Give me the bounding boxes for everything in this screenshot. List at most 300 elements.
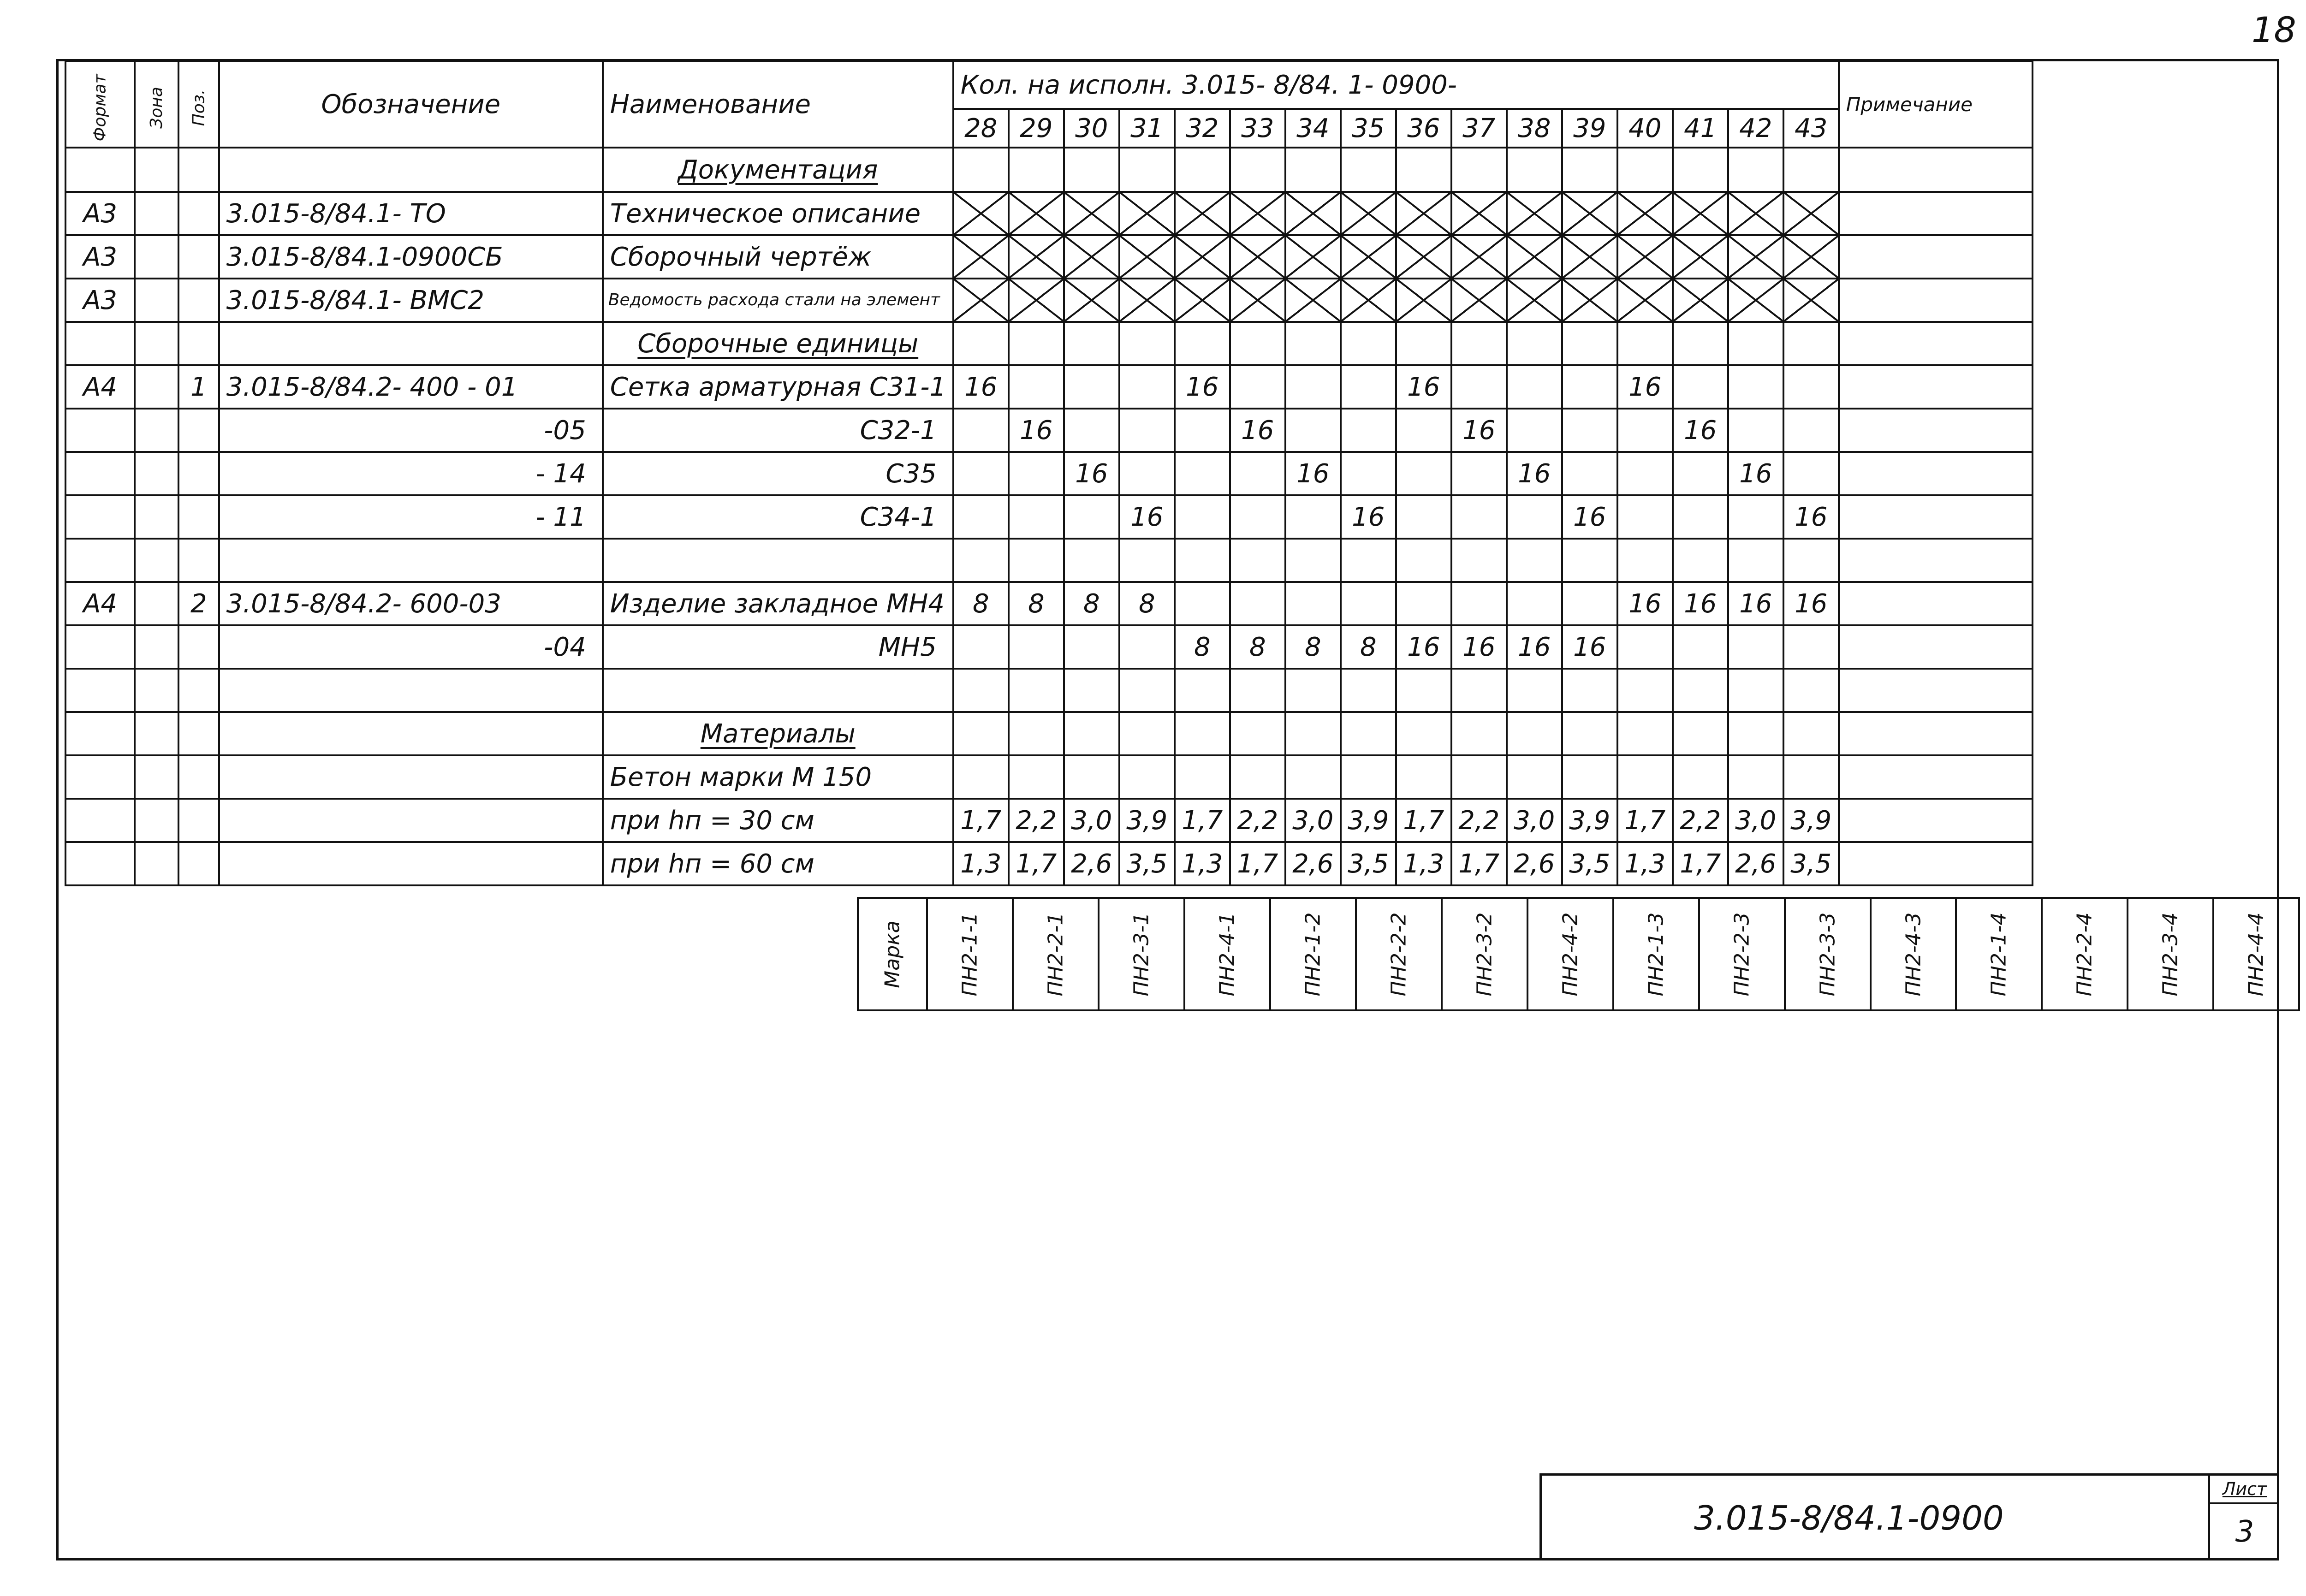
pos-cell bbox=[178, 192, 219, 235]
qty-cell bbox=[1341, 582, 1396, 625]
qty-cell bbox=[1119, 539, 1175, 582]
name-cell bbox=[603, 625, 953, 669]
mark-cell bbox=[2213, 898, 2299, 1010]
qty-cell bbox=[1009, 539, 1064, 582]
table-row bbox=[65, 192, 2033, 235]
format-cell bbox=[65, 322, 135, 365]
variant-header: 35 bbox=[1341, 109, 1396, 148]
name-text: при hп = 60 см bbox=[610, 848, 814, 879]
qty-cell bbox=[1009, 365, 1064, 409]
qty-cell: 3,0 bbox=[1285, 799, 1341, 842]
crossed-cell bbox=[1617, 235, 1673, 279]
name-text: Техническое описание bbox=[610, 198, 921, 229]
crossed-cell bbox=[1009, 235, 1064, 279]
qty-cell: 16 bbox=[1451, 409, 1507, 452]
pos-cell bbox=[178, 409, 219, 452]
qty-cell bbox=[1341, 539, 1396, 582]
mark-cell bbox=[1184, 898, 1270, 1010]
qty-cell bbox=[1673, 755, 1728, 799]
crossed-cell bbox=[1396, 279, 1451, 322]
qty-cell bbox=[1728, 148, 1783, 192]
name-cell bbox=[603, 409, 953, 452]
qty-cell bbox=[1064, 495, 1119, 539]
name-text: Материалы bbox=[700, 718, 856, 749]
format-cell: А3 bbox=[65, 235, 135, 279]
crossed-cell bbox=[1617, 192, 1673, 235]
qty-cell bbox=[1285, 755, 1341, 799]
qty-cell: 8 bbox=[1285, 625, 1341, 669]
table-row bbox=[65, 582, 2033, 625]
qty-cell bbox=[1230, 322, 1285, 365]
sheet-number: 3 bbox=[2235, 1515, 2254, 1549]
pos-cell bbox=[178, 842, 219, 885]
name-text: Сетка арматурная С31-1 bbox=[610, 372, 946, 402]
header-note: Примечание bbox=[1839, 61, 2033, 148]
qty-cell bbox=[1119, 712, 1175, 755]
crossed-cell bbox=[1175, 192, 1230, 235]
crossed-cell bbox=[1617, 279, 1673, 322]
qty-cell bbox=[1119, 669, 1175, 712]
note-cell bbox=[1839, 452, 2033, 495]
qty-cell bbox=[1673, 148, 1728, 192]
qty-cell bbox=[1285, 148, 1341, 192]
name-cell bbox=[603, 669, 953, 712]
table-row bbox=[65, 409, 2033, 452]
crossed-cell bbox=[1285, 235, 1341, 279]
qty-cell bbox=[953, 712, 1009, 755]
variant-header: 37 bbox=[1451, 109, 1507, 148]
mark-cell bbox=[1785, 898, 1871, 1010]
mark-label: ПН2-2-4 bbox=[2073, 912, 2097, 996]
qty-cell bbox=[1064, 409, 1119, 452]
zone-cell bbox=[135, 192, 178, 235]
crossed-cell bbox=[1507, 235, 1562, 279]
designation-cell: - 11 bbox=[219, 495, 603, 539]
qty-cell bbox=[1728, 539, 1783, 582]
qty-cell bbox=[1451, 582, 1507, 625]
mark-cell bbox=[927, 898, 1013, 1010]
format-cell bbox=[65, 539, 135, 582]
note-cell bbox=[1839, 842, 2033, 885]
designation-cell: - 14 bbox=[219, 452, 603, 495]
qty-cell bbox=[1175, 669, 1230, 712]
crossed-cell bbox=[1728, 279, 1783, 322]
pos-cell bbox=[178, 625, 219, 669]
zone-cell bbox=[135, 712, 178, 755]
qty-cell: 2,6 bbox=[1285, 842, 1341, 885]
zone-cell bbox=[135, 409, 178, 452]
qty-cell bbox=[1728, 365, 1783, 409]
qty-cell: 1,7 bbox=[1617, 799, 1673, 842]
qty-cell bbox=[1783, 625, 1839, 669]
qty-cell bbox=[1175, 755, 1230, 799]
table-row bbox=[65, 842, 2033, 885]
marks-label: Марка bbox=[880, 920, 904, 988]
variant-header: 28 bbox=[953, 109, 1009, 148]
qty-cell bbox=[1396, 452, 1451, 495]
qty-cell bbox=[1396, 322, 1451, 365]
table-row bbox=[65, 365, 2033, 409]
qty-cell: 2,2 bbox=[1230, 799, 1285, 842]
name-text: Бетон марки М 150 bbox=[610, 762, 872, 792]
pos-cell bbox=[178, 669, 219, 712]
qty-cell bbox=[1783, 365, 1839, 409]
format-cell bbox=[65, 669, 135, 712]
qty-cell bbox=[1009, 452, 1064, 495]
crossed-cell bbox=[1175, 235, 1230, 279]
qty-cell bbox=[1230, 669, 1285, 712]
qty-cell bbox=[1562, 322, 1617, 365]
variant-header: 34 bbox=[1285, 109, 1341, 148]
variant-header: 43 bbox=[1783, 109, 1839, 148]
qty-cell: 16 bbox=[1285, 452, 1341, 495]
variant-header: 39 bbox=[1562, 109, 1617, 148]
qty-cell: 16 bbox=[1507, 625, 1562, 669]
mark-cell bbox=[1956, 898, 2042, 1010]
qty-cell: 16 bbox=[1230, 409, 1285, 452]
qty-cell bbox=[1728, 669, 1783, 712]
qty-cell: 2,2 bbox=[1451, 799, 1507, 842]
name-cell bbox=[603, 712, 953, 755]
qty-cell bbox=[1783, 409, 1839, 452]
pos-cell bbox=[178, 148, 219, 192]
qty-cell bbox=[1728, 495, 1783, 539]
qty-cell bbox=[1673, 625, 1728, 669]
zone-cell bbox=[135, 842, 178, 885]
qty-cell: 16 bbox=[1728, 582, 1783, 625]
designation-cell: 3.015-8/84.2- 600-03 bbox=[219, 582, 603, 625]
mark-label: ПН2-2-3 bbox=[1730, 912, 1754, 996]
name-cell bbox=[603, 582, 953, 625]
mark-cell bbox=[1099, 898, 1184, 1010]
pos-cell: 1 bbox=[178, 365, 219, 409]
pos-cell bbox=[178, 495, 219, 539]
qty-cell: 16 bbox=[1507, 452, 1562, 495]
crossed-cell bbox=[1396, 235, 1451, 279]
crossed-cell bbox=[1175, 279, 1230, 322]
qty-cell bbox=[1285, 495, 1341, 539]
qty-cell bbox=[1064, 669, 1119, 712]
mark-label: ПН2-1-1 bbox=[958, 912, 982, 996]
sheet-box bbox=[2208, 1476, 2279, 1560]
variant-header: 42 bbox=[1728, 109, 1783, 148]
qty-cell bbox=[1507, 712, 1562, 755]
table-row bbox=[65, 322, 2033, 365]
qty-cell bbox=[1009, 148, 1064, 192]
qty-cell: 3,9 bbox=[1341, 799, 1396, 842]
qty-cell bbox=[1285, 409, 1341, 452]
qty-cell: 2,6 bbox=[1507, 842, 1562, 885]
qty-cell: 16 bbox=[1673, 409, 1728, 452]
qty-cell: 16 bbox=[1617, 365, 1673, 409]
qty-cell: 16 bbox=[1673, 582, 1728, 625]
qty-cell bbox=[1064, 625, 1119, 669]
mark-label: ПН2-4-4 bbox=[2244, 912, 2268, 996]
table-row bbox=[65, 279, 2033, 322]
variant-header: 36 bbox=[1396, 109, 1451, 148]
qty-cell bbox=[953, 495, 1009, 539]
crossed-cell bbox=[1562, 192, 1617, 235]
qty-cell bbox=[1673, 712, 1728, 755]
qty-cell: 8 bbox=[1119, 582, 1175, 625]
qty-cell bbox=[1507, 755, 1562, 799]
format-cell bbox=[65, 409, 135, 452]
qty-cell: 16 bbox=[1617, 582, 1673, 625]
table-row bbox=[65, 495, 2033, 539]
qty-cell: 1,3 bbox=[953, 842, 1009, 885]
zone-cell bbox=[135, 799, 178, 842]
variant-header: 31 bbox=[1119, 109, 1175, 148]
crossed-cell bbox=[1064, 192, 1119, 235]
qty-cell bbox=[1119, 409, 1175, 452]
crossed-cell bbox=[1451, 235, 1507, 279]
name-cell bbox=[603, 539, 953, 582]
table-row bbox=[65, 452, 2033, 495]
qty-cell bbox=[1617, 712, 1673, 755]
qty-cell bbox=[1562, 365, 1617, 409]
qty-cell bbox=[1341, 712, 1396, 755]
qty-cell bbox=[1451, 712, 1507, 755]
qty-cell bbox=[1783, 755, 1839, 799]
name-text: Сборочные единицы bbox=[637, 328, 919, 359]
qty-cell: 3,5 bbox=[1119, 842, 1175, 885]
qty-cell bbox=[1673, 322, 1728, 365]
qty-cell: 8 bbox=[953, 582, 1009, 625]
qty-cell bbox=[1009, 755, 1064, 799]
qty-cell bbox=[1562, 582, 1617, 625]
qty-cell: 8 bbox=[1009, 582, 1064, 625]
mark-label: ПН2-1-3 bbox=[1644, 912, 1668, 996]
qty-cell: 3,0 bbox=[1507, 799, 1562, 842]
qty-cell: 1,3 bbox=[1175, 842, 1230, 885]
crossed-cell bbox=[1064, 279, 1119, 322]
qty-cell bbox=[1230, 365, 1285, 409]
qty-cell: 16 bbox=[953, 365, 1009, 409]
qty-cell bbox=[1230, 755, 1285, 799]
mark-label: ПН2-4-1 bbox=[1215, 912, 1239, 996]
note-cell bbox=[1839, 409, 2033, 452]
qty-cell bbox=[1617, 755, 1673, 799]
qty-cell bbox=[953, 148, 1009, 192]
mark-cell bbox=[2128, 898, 2213, 1010]
crossed-cell bbox=[1507, 192, 1562, 235]
pos-cell bbox=[178, 279, 219, 322]
note-cell bbox=[1839, 625, 2033, 669]
variant-header: 41 bbox=[1673, 109, 1728, 148]
mark-cell bbox=[1356, 898, 1442, 1010]
qty-cell bbox=[1175, 322, 1230, 365]
crossed-cell bbox=[953, 192, 1009, 235]
crossed-cell bbox=[1451, 192, 1507, 235]
qty-cell: 1,7 bbox=[1673, 842, 1728, 885]
qty-cell: 16 bbox=[1783, 582, 1839, 625]
qty-cell bbox=[1396, 539, 1451, 582]
crossed-cell bbox=[1341, 279, 1396, 322]
qty-cell bbox=[1341, 452, 1396, 495]
mark-label: ПН2-4-2 bbox=[1558, 912, 1582, 996]
qty-cell bbox=[1341, 755, 1396, 799]
qty-cell bbox=[1617, 148, 1673, 192]
mark-label: ПН2-3-4 bbox=[2158, 912, 2182, 996]
format-cell: А3 bbox=[65, 279, 135, 322]
designation-cell: 3.015-8/84.2- 400 - 01 bbox=[219, 365, 603, 409]
qty-cell bbox=[1285, 539, 1341, 582]
qty-cell: 16 bbox=[1396, 625, 1451, 669]
qty-cell bbox=[1230, 452, 1285, 495]
note-cell bbox=[1839, 365, 2033, 409]
qty-cell bbox=[1396, 669, 1451, 712]
qty-cell bbox=[1396, 409, 1451, 452]
name-cell bbox=[603, 799, 953, 842]
mark-cell bbox=[1270, 898, 1356, 1010]
qty-cell bbox=[1175, 409, 1230, 452]
marks-table bbox=[857, 897, 2300, 1011]
name-cell bbox=[603, 365, 953, 409]
zone-cell bbox=[135, 669, 178, 712]
name-text: С34-1 bbox=[860, 502, 937, 532]
crossed-cell bbox=[1396, 192, 1451, 235]
qty-cell: 16 bbox=[1064, 452, 1119, 495]
qty-cell bbox=[1009, 669, 1064, 712]
crossed-cell bbox=[953, 279, 1009, 322]
qty-cell: 3,9 bbox=[1783, 799, 1839, 842]
crossed-cell bbox=[1783, 279, 1839, 322]
qty-cell bbox=[1396, 148, 1451, 192]
sheet-label: Лист bbox=[2210, 1476, 2279, 1504]
qty-cell: 16 bbox=[1009, 409, 1064, 452]
qty-cell bbox=[1396, 582, 1451, 625]
designation-cell: 3.015-8/84.1- ВМС2 bbox=[219, 279, 603, 322]
designation-cell bbox=[219, 755, 603, 799]
note-cell bbox=[1839, 279, 2033, 322]
qty-cell bbox=[1230, 148, 1285, 192]
qty-cell: 16 bbox=[1562, 625, 1617, 669]
crossed-cell bbox=[1285, 192, 1341, 235]
zone-cell bbox=[135, 235, 178, 279]
name-text: С32-1 bbox=[860, 415, 937, 445]
table-row bbox=[65, 148, 2033, 192]
crossed-cell bbox=[1009, 279, 1064, 322]
name-cell bbox=[603, 842, 953, 885]
qty-cell bbox=[1064, 712, 1119, 755]
qty-cell bbox=[1064, 365, 1119, 409]
qty-cell bbox=[953, 409, 1009, 452]
mark-cell bbox=[1871, 898, 1956, 1010]
qty-cell bbox=[1562, 755, 1617, 799]
name-cell bbox=[603, 279, 953, 322]
crossed-cell bbox=[1673, 192, 1728, 235]
qty-cell bbox=[1064, 322, 1119, 365]
designation-cell bbox=[219, 712, 603, 755]
zone-cell bbox=[135, 539, 178, 582]
qty-cell bbox=[1119, 322, 1175, 365]
crossed-cell bbox=[1341, 192, 1396, 235]
qty-cell bbox=[1617, 625, 1673, 669]
table-row bbox=[65, 799, 2033, 842]
name-text: при hп = 30 см bbox=[610, 805, 814, 836]
mark-label: ПН2-3-2 bbox=[1473, 912, 1497, 996]
header-pos: Поз. bbox=[178, 61, 219, 148]
note-cell bbox=[1839, 235, 2033, 279]
header-qty-title: Кол. на исполн. 3.015- 8/84. 1- 0900- bbox=[953, 61, 1839, 109]
qty-cell bbox=[1064, 539, 1119, 582]
qty-cell bbox=[1728, 409, 1783, 452]
qty-cell bbox=[1064, 148, 1119, 192]
designation-cell bbox=[219, 148, 603, 192]
qty-cell: 8 bbox=[1341, 625, 1396, 669]
designation-cell bbox=[219, 539, 603, 582]
crossed-cell bbox=[1119, 235, 1175, 279]
crossed-cell bbox=[1783, 235, 1839, 279]
format-cell bbox=[65, 755, 135, 799]
format-cell bbox=[65, 625, 135, 669]
zone-cell bbox=[135, 495, 178, 539]
qty-cell: 16 bbox=[1175, 365, 1230, 409]
note-cell bbox=[1839, 322, 2033, 365]
qty-cell bbox=[1673, 452, 1728, 495]
mark-cell bbox=[1013, 898, 1099, 1010]
qty-cell bbox=[1673, 365, 1728, 409]
qty-cell bbox=[1230, 712, 1285, 755]
qty-cell bbox=[1617, 409, 1673, 452]
qty-cell bbox=[1507, 582, 1562, 625]
qty-cell bbox=[1507, 148, 1562, 192]
zone-cell bbox=[135, 755, 178, 799]
qty-cell: 3,5 bbox=[1562, 842, 1617, 885]
qty-cell: 3,5 bbox=[1783, 842, 1839, 885]
qty-cell bbox=[953, 669, 1009, 712]
qty-cell bbox=[1230, 582, 1285, 625]
designation-cell bbox=[219, 842, 603, 885]
name-cell bbox=[603, 192, 953, 235]
qty-cell: 8 bbox=[1064, 582, 1119, 625]
qty-cell bbox=[1562, 712, 1617, 755]
qty-cell bbox=[953, 452, 1009, 495]
specification-table bbox=[65, 60, 2033, 886]
name-cell bbox=[603, 148, 953, 192]
crossed-cell bbox=[1728, 235, 1783, 279]
qty-cell bbox=[1119, 625, 1175, 669]
crossed-cell bbox=[1673, 279, 1728, 322]
qty-cell: 2,2 bbox=[1009, 799, 1064, 842]
qty-cell bbox=[1617, 669, 1673, 712]
variant-header: 38 bbox=[1507, 109, 1562, 148]
qty-cell bbox=[1451, 495, 1507, 539]
mark-cell bbox=[2042, 898, 2128, 1010]
pos-cell bbox=[178, 799, 219, 842]
qty-cell bbox=[1341, 322, 1396, 365]
name-cell bbox=[603, 755, 953, 799]
qty-cell bbox=[1617, 495, 1673, 539]
table-row bbox=[65, 539, 2033, 582]
qty-cell: 1,7 bbox=[1009, 842, 1064, 885]
crossed-cell bbox=[1009, 192, 1064, 235]
crossed-cell bbox=[1728, 192, 1783, 235]
crossed-cell bbox=[1562, 235, 1617, 279]
title-block bbox=[1539, 1473, 2279, 1560]
qty-cell bbox=[1507, 669, 1562, 712]
qty-cell: 1,3 bbox=[1396, 842, 1451, 885]
zone-cell bbox=[135, 365, 178, 409]
qty-cell bbox=[1451, 365, 1507, 409]
name-cell bbox=[603, 495, 953, 539]
name-text: Изделие закладное МН4 bbox=[610, 588, 945, 619]
designation-cell: -04 bbox=[219, 625, 603, 669]
table-row bbox=[65, 235, 2033, 279]
qty-cell bbox=[1009, 322, 1064, 365]
crossed-cell bbox=[1673, 235, 1728, 279]
crossed-cell bbox=[1119, 192, 1175, 235]
